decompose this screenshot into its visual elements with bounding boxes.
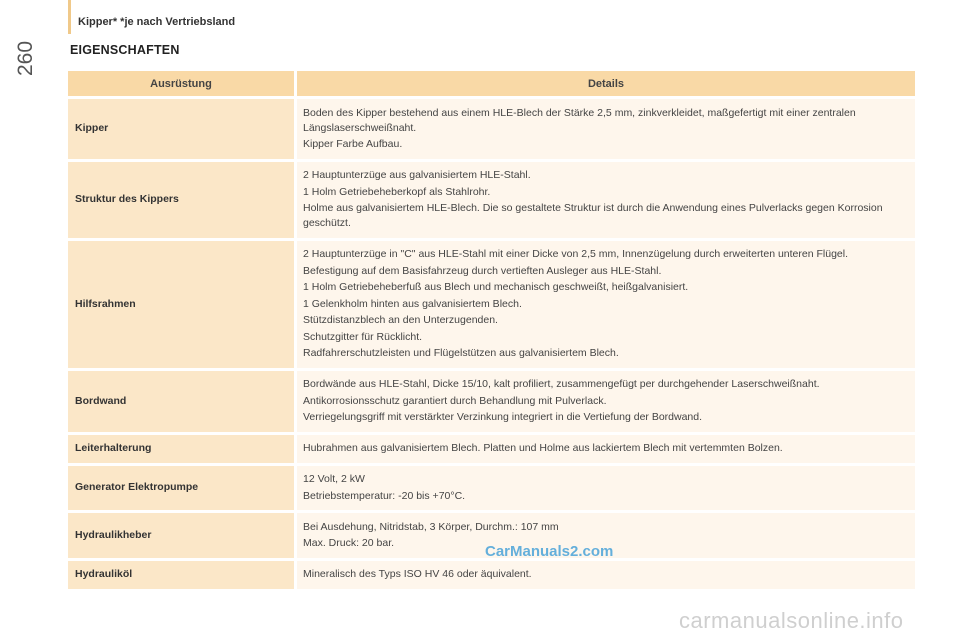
row-label: Kipper <box>68 99 297 159</box>
row-details <box>297 561 915 589</box>
table-body <box>68 99 915 589</box>
table-header-row <box>68 71 915 96</box>
specifications-table <box>68 68 915 592</box>
detail-line: Bordwände aus HLE-Stahl, Dicke 15/10, kalt profiliert, zusammengefügt per durchgehender Laserschweißnaht. <box>303 378 820 390</box>
detail-line: Hubrahmen aus galvanisiertem Blech. Platten und Holme aus lackiertem Blech mit vertemmten Bolzen. <box>303 442 783 454</box>
detail-line: Befestigung auf dem Basisfahrzeug durch vertieften Ausleger aus HLE-Stahl. <box>303 264 662 277</box>
table-row <box>68 561 915 589</box>
detail-line: Stützdistanzblech an den Unterzugenden. <box>303 314 498 326</box>
watermark-carmanualsonline: carmanualsonline.info <box>679 608 904 633</box>
row-details <box>297 371 915 432</box>
detail-line: 1 Holm Getriebeheberfuß aus Blech und mechanisch geschweißt, heißgalvanisiert. <box>303 281 689 293</box>
side-accent-bar <box>68 0 71 34</box>
detail-line: Holme aus galvanisiertem HLE-Blech. Die so gestaltete Struktur ist durch die Anwendung eines Pulverlacks gegen Korrosion geschützt. <box>303 202 883 229</box>
row-details <box>297 99 915 159</box>
detail-line: Antikorrosionsschutz garantiert durch Behandlung mit Pulverlack. <box>303 394 607 407</box>
header-details: Details <box>297 71 915 96</box>
detail-line: 1 Holm Getriebeheberkopf als Stahlrohr. <box>303 185 491 198</box>
table-row <box>68 99 915 159</box>
detail-line: Verriegelungsgriff mit verstärkter Verzinkung integriert in die Vertiefung der Bordwand. <box>303 411 703 423</box>
row-label: Hilfsrahmen <box>68 241 297 368</box>
detail-line: Betriebstemperatur: -20 bis +70°C. <box>303 489 466 502</box>
header-equipment: Ausrüstung <box>68 71 297 96</box>
row-label: Leiterhalterung <box>68 435 297 463</box>
row-details <box>297 162 915 238</box>
section-title: EIGENSCHAFTEN <box>70 43 180 57</box>
table-row <box>68 241 915 368</box>
watermark-carmanuals: CarManuals2.com <box>485 543 614 560</box>
detail-line: 2 Hauptunterzüge aus galvanisiertem HLE-Stahl. <box>303 169 531 181</box>
table-row <box>68 435 915 463</box>
detail-line: Max. Druck: 20 bar. <box>303 537 395 549</box>
detail-line: 1 Gelenkholm hinten aus galvanisiertem Blech. <box>303 297 522 310</box>
row-label: Hydraulikheber <box>68 513 297 558</box>
detail-line: 12 Volt, 2 kW <box>303 473 365 485</box>
row-details <box>297 241 915 368</box>
running-head: Kipper* *je nach Vertriebsland <box>78 16 236 28</box>
table-row <box>68 466 915 511</box>
detail-line: Kipper Farbe Aufbau. <box>303 138 403 150</box>
row-label: Bordwand <box>68 371 297 432</box>
row-details <box>297 466 915 511</box>
page-number: 260 <box>14 40 37 76</box>
detail-line: Schutzgitter für Rücklicht. <box>303 330 423 343</box>
row-label: Struktur des Kippers <box>68 162 297 238</box>
row-details <box>297 435 915 463</box>
row-label: Generator Elektropumpe <box>68 466 297 511</box>
detail-line: Mineralisch des Typs ISO HV 46 oder äquivalent. <box>303 568 532 580</box>
table-row <box>68 371 915 432</box>
detail-line: Boden des Kipper bestehend aus einem HLE-Blech der Stärke 2,5 mm, zinkverkleidet, maßgefertigt mit einer zentralen Längslaserschweißnaht. <box>303 106 856 134</box>
row-label: Hydrauliköl <box>68 561 297 589</box>
detail-line: Radfahrerschutzleisten und Flügelstützen aus galvanisiertem Blech. <box>303 347 619 359</box>
detail-line: 2 Hauptunterzüge in "C" aus HLE-Stahl mit einer Dicke von 2,5 mm, Innenzügelung durch erweiterten unteren Flügel. <box>303 248 848 260</box>
table-row <box>68 162 915 238</box>
detail-line: Bei Ausdehung, Nitridstab, 3 Körper, Durchm.: 107 mm <box>303 520 559 533</box>
